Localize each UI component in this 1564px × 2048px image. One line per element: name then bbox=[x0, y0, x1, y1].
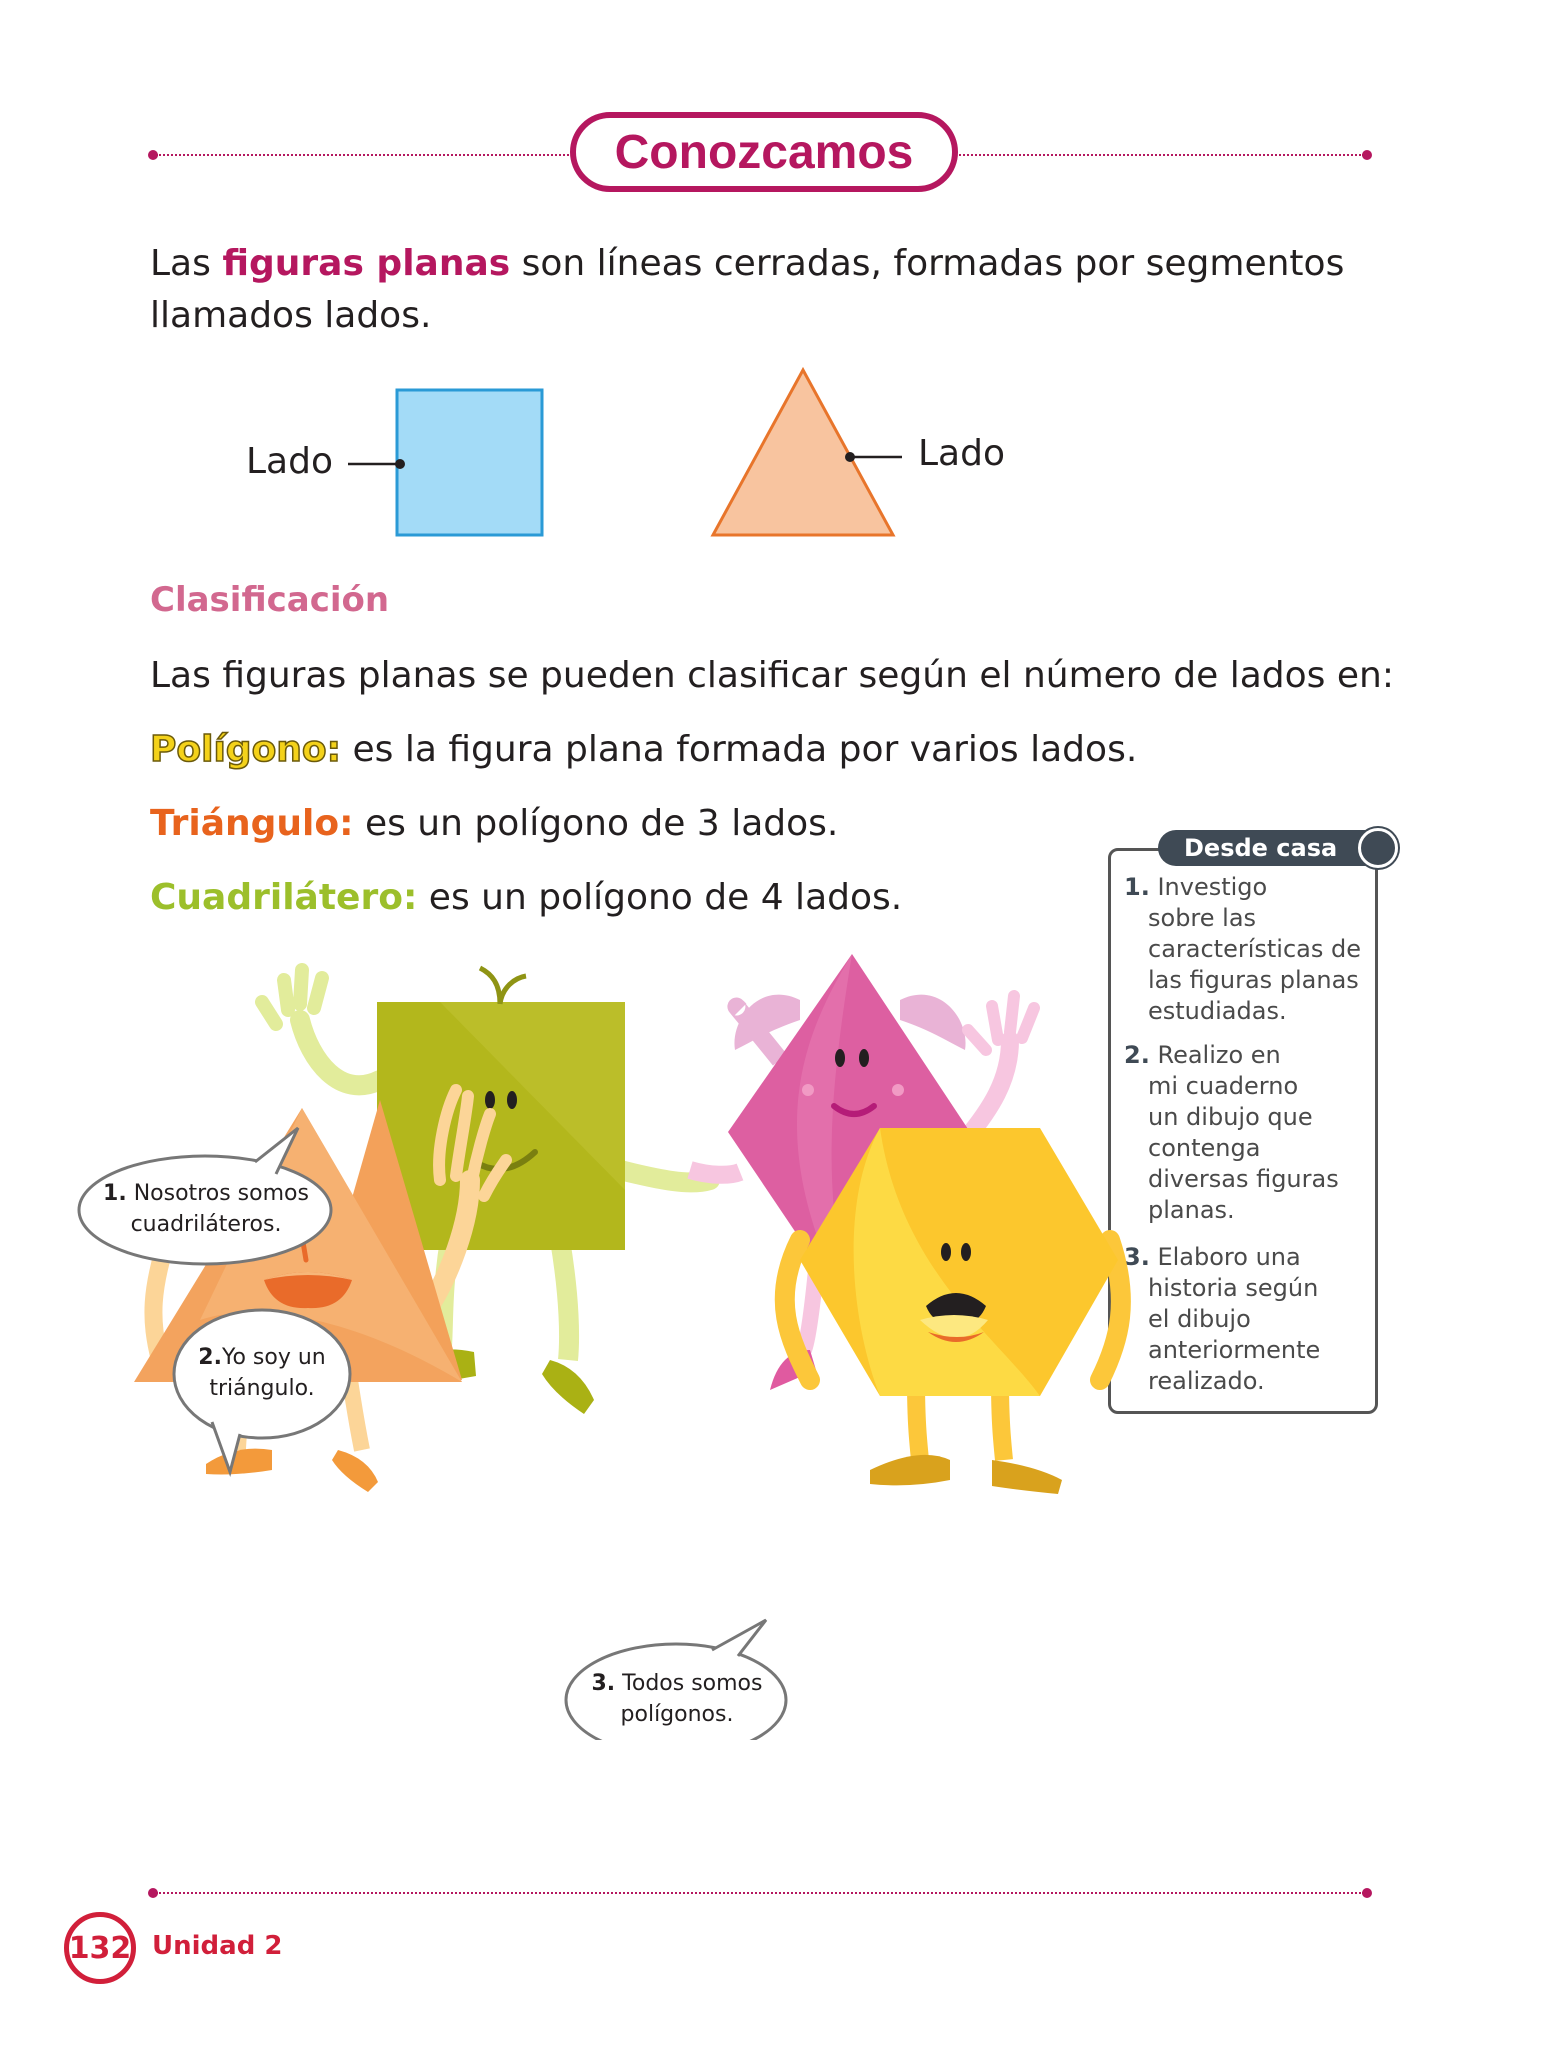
triangle-label-dot bbox=[845, 452, 855, 462]
intro-after: son líneas cerradas, formadas por segmentos bbox=[510, 243, 1345, 284]
header-rule-right bbox=[952, 154, 1364, 156]
example-square bbox=[397, 390, 542, 535]
triangle-side-label: Lado bbox=[918, 433, 1005, 474]
intro-highlight: figuras planas bbox=[222, 243, 511, 284]
speech-bubble-2-text bbox=[184, 1342, 340, 1404]
classification-intro: Las figuras planas se pueden clasificar según el número de lados en: bbox=[150, 655, 1394, 696]
item-1-first: Investigo bbox=[1157, 873, 1268, 901]
bubble-1-line2: cuadriláteros. bbox=[130, 1212, 282, 1237]
desde-casa-knob-icon bbox=[1358, 828, 1398, 868]
item-3-line: historia según bbox=[1148, 1274, 1319, 1302]
intro-before: Las bbox=[150, 243, 223, 284]
bubble-3-num: 3. bbox=[591, 1671, 616, 1696]
term-quadrilateral: Cuadrilátero bbox=[150, 877, 403, 918]
item-3-first: Elaboro una bbox=[1157, 1243, 1301, 1271]
page-number bbox=[64, 1912, 136, 1984]
item-1-line: sobre las bbox=[1148, 904, 1257, 932]
item-3-line: anteriormente bbox=[1148, 1336, 1321, 1364]
speech-bubble-3-text bbox=[572, 1668, 782, 1730]
example-triangle bbox=[713, 370, 893, 535]
item-1-line: las figuras planas bbox=[1148, 966, 1359, 994]
bubble-1-line1: Nosotros somos bbox=[126, 1181, 309, 1206]
footer-rule-right-dot bbox=[1362, 1888, 1372, 1898]
term-triangle: Triángulo bbox=[150, 803, 340, 844]
section-title bbox=[570, 112, 958, 192]
speech-bubble-1-text bbox=[86, 1178, 326, 1240]
item-2-line: contenga bbox=[1148, 1134, 1261, 1162]
bubble-1-num: 1. bbox=[103, 1181, 127, 1206]
term-quadrilateral-sep: : bbox=[402, 877, 418, 918]
header-rule-left bbox=[156, 154, 576, 156]
item-1-num: 1. bbox=[1124, 873, 1150, 901]
definition-quadrilateral-text: es un polígono de 4 lados. bbox=[417, 877, 903, 918]
definition-quadrilateral bbox=[150, 872, 1050, 924]
bubble-2-line1: Yo soy un bbox=[221, 1345, 326, 1370]
term-triangle-sep: : bbox=[339, 803, 354, 844]
intro-line2: llamados lados. bbox=[150, 295, 432, 336]
item-2-num: 2. bbox=[1124, 1041, 1150, 1069]
term-polygon: Polígono bbox=[150, 729, 327, 770]
definition-triangle bbox=[150, 798, 1150, 850]
item-2-line: planas. bbox=[1148, 1196, 1235, 1224]
definition-polygon bbox=[150, 724, 1150, 776]
section-title-text: Conozcamos bbox=[614, 125, 914, 179]
item-2-line: mi cuaderno bbox=[1148, 1072, 1299, 1100]
item-3-num: 3. bbox=[1124, 1243, 1150, 1271]
item-2-first: Realizo en bbox=[1157, 1041, 1281, 1069]
header-rule-right-dot bbox=[1362, 150, 1372, 160]
square-label-dot bbox=[395, 459, 405, 469]
item-3-line: realizado. bbox=[1148, 1367, 1265, 1395]
square-side-label: Lado bbox=[246, 441, 333, 482]
term-polygon-sep: : bbox=[326, 729, 342, 770]
bubble-3-line1: Todos somos bbox=[615, 1671, 763, 1696]
bubble-2-num: 2. bbox=[198, 1345, 222, 1370]
bubble-2-line2: triángulo. bbox=[209, 1376, 315, 1401]
page-number-text: 132 bbox=[68, 1930, 132, 1966]
definition-triangle-text: es un polígono de 3 lados. bbox=[353, 803, 839, 844]
item-2-line: diversas figuras bbox=[1148, 1165, 1339, 1193]
definition-polygon-text: es la figura plana formada por varios lados. bbox=[341, 729, 1138, 770]
classification-heading: Clasificación bbox=[150, 580, 390, 620]
unit-label: Unidad 2 bbox=[152, 1931, 283, 1961]
intro-paragraph bbox=[150, 238, 1350, 342]
bubble-3-line2: polígonos. bbox=[620, 1702, 734, 1727]
item-1-line: características de bbox=[1148, 935, 1361, 963]
item-2-line: un dibujo que bbox=[1148, 1103, 1313, 1131]
desde-casa-title: Desde casa bbox=[1158, 830, 1394, 866]
footer-rule bbox=[156, 1892, 1364, 1894]
item-3-line: el dibujo bbox=[1148, 1305, 1251, 1333]
item-1-line: estudiadas. bbox=[1148, 997, 1287, 1025]
